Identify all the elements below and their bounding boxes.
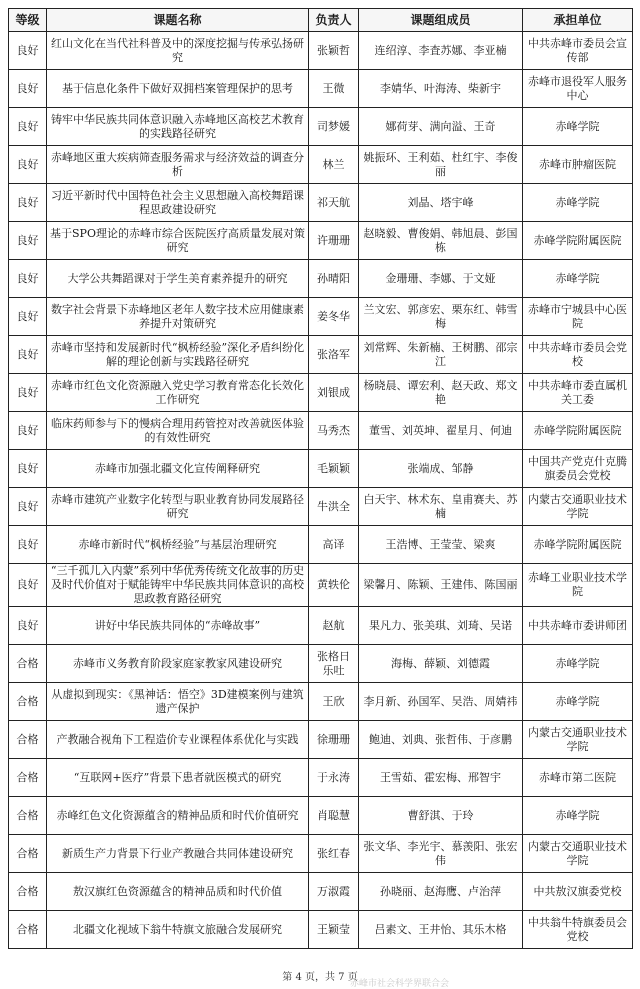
grade-cell: 良好	[9, 222, 47, 260]
grade-cell: 良好	[9, 184, 47, 222]
leader-cell: 马秀杰	[309, 412, 359, 450]
table-row	[9, 184, 633, 222]
table-row	[9, 222, 633, 260]
title-cell: 赤峰市加强北疆文化宣传阐释研究	[47, 450, 309, 488]
unit-cell: 赤峰市退役军人服务中心	[523, 70, 633, 108]
title-cell: “互联网+医疗”背景下患者就医模式的研究	[47, 759, 309, 797]
results-table	[8, 8, 633, 949]
unit-cell: 赤峰市第二医院	[523, 759, 633, 797]
leader-cell: 孙晴阳	[309, 260, 359, 298]
leader-cell: 姜冬华	[309, 298, 359, 336]
table-row	[9, 336, 633, 374]
table-row	[9, 835, 633, 873]
title-cell: 赤峰地区重大疾病筛查服务需求与经济效益的调查分析	[47, 146, 309, 184]
members-cell: 梁馨月、陈颖、王建伟、陈国丽	[359, 564, 523, 607]
leader-cell: 张洛军	[309, 336, 359, 374]
table-row	[9, 721, 633, 759]
header-title: 课题名称	[47, 9, 309, 32]
grade-cell: 良好	[9, 336, 47, 374]
grade-cell: 合格	[9, 759, 47, 797]
leader-cell: 赵航	[309, 607, 359, 645]
members-cell: 刘晶、塔宇峰	[359, 184, 523, 222]
grade-cell: 良好	[9, 450, 47, 488]
leader-cell: 司梦媛	[309, 108, 359, 146]
members-cell: 姚振环、王利茹、杜红宇、李俊丽	[359, 146, 523, 184]
results-sheet	[8, 8, 632, 949]
unit-cell: 赤峰学院附属医院	[523, 222, 633, 260]
table-row	[9, 607, 633, 645]
title-cell: 赤峰红色文化资源蕴含的精神品质和时代价值研究	[47, 797, 309, 835]
title-cell: 北疆文化视域下翁牛特旗文旅融合发展研究	[47, 911, 309, 949]
table-row	[9, 797, 633, 835]
leader-cell: 徐珊珊	[309, 721, 359, 759]
unit-cell: 中共赤峰市委讲师团	[523, 607, 633, 645]
members-cell: 曹舒淇、于玲	[359, 797, 523, 835]
members-cell: 娜荷芽、满向溢、王奇	[359, 108, 523, 146]
table-row	[9, 564, 633, 607]
members-cell: 杨晓晨、谭宏利、赵天政、郑文艳	[359, 374, 523, 412]
grade-cell: 合格	[9, 683, 47, 721]
members-cell: 海梅、薛颖、刘德霞	[359, 645, 523, 683]
members-cell: 白天宇、林术东、皇甫赛夫、苏楠	[359, 488, 523, 526]
unit-cell: 赤峰学院附属医院	[523, 412, 633, 450]
members-cell: 吕素文、王井怡、其乐木格	[359, 911, 523, 949]
members-cell: 鲍迪、刘典、张哲伟、于彦鹏	[359, 721, 523, 759]
unit-cell: 内蒙古交通职业技术学院	[523, 835, 633, 873]
table-row	[9, 108, 633, 146]
unit-cell: 中共翁牛特旗委员会党校	[523, 911, 633, 949]
page-number: 第 4 页，共 7 页	[282, 972, 358, 983]
leader-cell: 高译	[309, 526, 359, 564]
leader-cell: 张红春	[309, 835, 359, 873]
grade-cell: 良好	[9, 412, 47, 450]
grade-cell: 良好	[9, 32, 47, 70]
leader-cell: 刘银成	[309, 374, 359, 412]
unit-cell: 中共敖汉旗委党校	[523, 873, 633, 911]
unit-cell: 中国共产党克什克腾旗委员会党校	[523, 450, 633, 488]
members-cell: 赵晓毅、曹俊娟、韩旭晨、彭国栋	[359, 222, 523, 260]
unit-cell: 中共赤峰市委员会宣传部	[523, 32, 633, 70]
unit-cell: 赤峰学院	[523, 108, 633, 146]
title-cell: 敖汉旗红色资源蕴含的精神品质和时代价值	[47, 873, 309, 911]
title-cell: 铸牢中华民族共同体意识融入赤峰地区高校艺术教育的实践路径研究	[47, 108, 309, 146]
members-cell: 董雪、刘英坤、翟星月、何迪	[359, 412, 523, 450]
unit-cell: 赤峰学院	[523, 645, 633, 683]
leader-cell: 肖聪慧	[309, 797, 359, 835]
grade-cell: 良好	[9, 298, 47, 336]
leader-cell: 王颖莹	[309, 911, 359, 949]
title-cell: 产教融合视角下工程造价专业课程体系优化与实践	[47, 721, 309, 759]
unit-cell: 赤峰工业职业技术学院	[523, 564, 633, 607]
table-row	[9, 298, 633, 336]
title-cell: 数字社会背景下赤峰地区老年人数字技术应用健康素养提升对策研究	[47, 298, 309, 336]
grade-cell: 良好	[9, 607, 47, 645]
title-cell: 大学公共舞蹈课对于学生美育素养提升的研究	[47, 260, 309, 298]
title-cell: 新质生产力背景下行业产教融合共同体建设研究	[47, 835, 309, 873]
leader-cell: 王微	[309, 70, 359, 108]
table-row	[9, 70, 633, 108]
grade-cell: 良好	[9, 374, 47, 412]
unit-cell: 中共赤峰市委直属机关工委	[523, 374, 633, 412]
table-row	[9, 488, 633, 526]
grade-cell: 合格	[9, 721, 47, 759]
title-cell: 赤峰市义务教育阶段家庭家教家风建设研究	[47, 645, 309, 683]
members-cell: 孙晓丽、赵海鹰、卢治萍	[359, 873, 523, 911]
title-cell: 习近平新时代中国特色社会主义思想融入高校舞蹈课程思政建设研究	[47, 184, 309, 222]
unit-cell: 赤峰学院	[523, 683, 633, 721]
header-unit: 承担单位	[523, 9, 633, 32]
unit-cell: 赤峰学院	[523, 184, 633, 222]
leader-cell: 王欣	[309, 683, 359, 721]
title-cell: 赤峰市红色文化资源融入党史学习教育常态化长效化工作研究	[47, 374, 309, 412]
unit-cell: 赤峰市肿瘤医院	[523, 146, 633, 184]
header-leader: 负责人	[309, 9, 359, 32]
members-cell: 兰文宏、郭彦宏、栗东红、韩雪梅	[359, 298, 523, 336]
leader-cell: 张格日乐吐	[309, 645, 359, 683]
title-cell: 基于SPO理论的赤峰市综合医院医疗高质量发展对策研究	[47, 222, 309, 260]
watermark-text: 赤峰市社会科学界联合会	[350, 979, 450, 989]
table-row	[9, 146, 633, 184]
members-cell: 连绍淳、李査苏娜、李亚楠	[359, 32, 523, 70]
table-row	[9, 260, 633, 298]
title-cell: 从虚拟到现实：《黑神话：悟空》3D建模案例与建筑遗产保护	[47, 683, 309, 721]
unit-cell: 内蒙古交通职业技术学院	[523, 721, 633, 759]
leader-cell: 万淑霞	[309, 873, 359, 911]
header-grade: 等级	[9, 9, 47, 32]
table-row	[9, 374, 633, 412]
grade-cell: 良好	[9, 260, 47, 298]
title-cell: 赤峰市建筑产业数字化转型与职业教育协同发展路径研究	[47, 488, 309, 526]
leader-cell: 毛颖颖	[309, 450, 359, 488]
title-cell: “三千孤儿入内蒙”系列中华优秀传统文化故事的历史及时代价值对于赋能铸牢中华民族共同体意识的高校思政教育路径研究	[47, 564, 309, 607]
members-cell: 王浩博、王莹莹、梁爽	[359, 526, 523, 564]
table-row	[9, 759, 633, 797]
members-cell: 王雪茹、霍宏梅、邢智宇	[359, 759, 523, 797]
table-row	[9, 32, 633, 70]
leader-cell: 林兰	[309, 146, 359, 184]
table-row	[9, 911, 633, 949]
title-cell: 讲好中华民族共同体的“赤峰故事”	[47, 607, 309, 645]
members-cell: 刘常辉、朱新楠、王树鹏、邵宗江	[359, 336, 523, 374]
members-cell: 张端成、邹静	[359, 450, 523, 488]
title-cell: 赤峰市新时代“枫桥经验”与基层治理研究	[47, 526, 309, 564]
grade-cell: 合格	[9, 645, 47, 683]
table-row	[9, 873, 633, 911]
table-row	[9, 683, 633, 721]
title-cell: 赤峰市坚持和发展新时代“枫桥经验”深化矛盾纠纷化解的理论创新与实践路径研究	[47, 336, 309, 374]
leader-cell: 牛洪全	[309, 488, 359, 526]
table-row	[9, 526, 633, 564]
members-cell: 果凡力、张美琪、刘琦、吴诺	[359, 607, 523, 645]
title-cell: 红山文化在当代社科普及中的深度挖掘与传承弘扬研究	[47, 32, 309, 70]
grade-cell: 良好	[9, 526, 47, 564]
grade-cell: 良好	[9, 70, 47, 108]
unit-cell: 赤峰学院	[523, 797, 633, 835]
unit-cell: 赤峰市宁城县中心医院	[523, 298, 633, 336]
table-row	[9, 645, 633, 683]
table-row	[9, 450, 633, 488]
members-cell: 张文华、李光宇、慕羡阳、张宏伟	[359, 835, 523, 873]
grade-cell: 良好	[9, 108, 47, 146]
leader-cell: 于永涛	[309, 759, 359, 797]
members-cell: 李婧华、叶海涛、柴新宇	[359, 70, 523, 108]
unit-cell: 内蒙古交通职业技术学院	[523, 488, 633, 526]
table-header-row	[9, 9, 633, 32]
members-cell: 李月新、孙国军、吴浩、周婧祎	[359, 683, 523, 721]
title-cell: 基于信息化条件下做好双拥档案管理保护的思考	[47, 70, 309, 108]
table-row	[9, 412, 633, 450]
grade-cell: 合格	[9, 911, 47, 949]
leader-cell: 黄轶伦	[309, 564, 359, 607]
leader-cell: 许珊珊	[309, 222, 359, 260]
grade-cell: 良好	[9, 146, 47, 184]
leader-cell: 祁天航	[309, 184, 359, 222]
unit-cell: 赤峰学院	[523, 260, 633, 298]
grade-cell: 合格	[9, 797, 47, 835]
header-members: 课题组成员	[359, 9, 523, 32]
unit-cell: 中共赤峰市委员会党校	[523, 336, 633, 374]
grade-cell: 合格	[9, 835, 47, 873]
members-cell: 金珊珊、李娜、于文娅	[359, 260, 523, 298]
title-cell: 临床药师参与下的慢病合理用药管控对改善就医体验的有效性研究	[47, 412, 309, 450]
leader-cell: 张颖哲	[309, 32, 359, 70]
grade-cell: 良好	[9, 564, 47, 607]
grade-cell: 合格	[9, 873, 47, 911]
unit-cell: 赤峰学院附属医院	[523, 526, 633, 564]
grade-cell: 良好	[9, 488, 47, 526]
